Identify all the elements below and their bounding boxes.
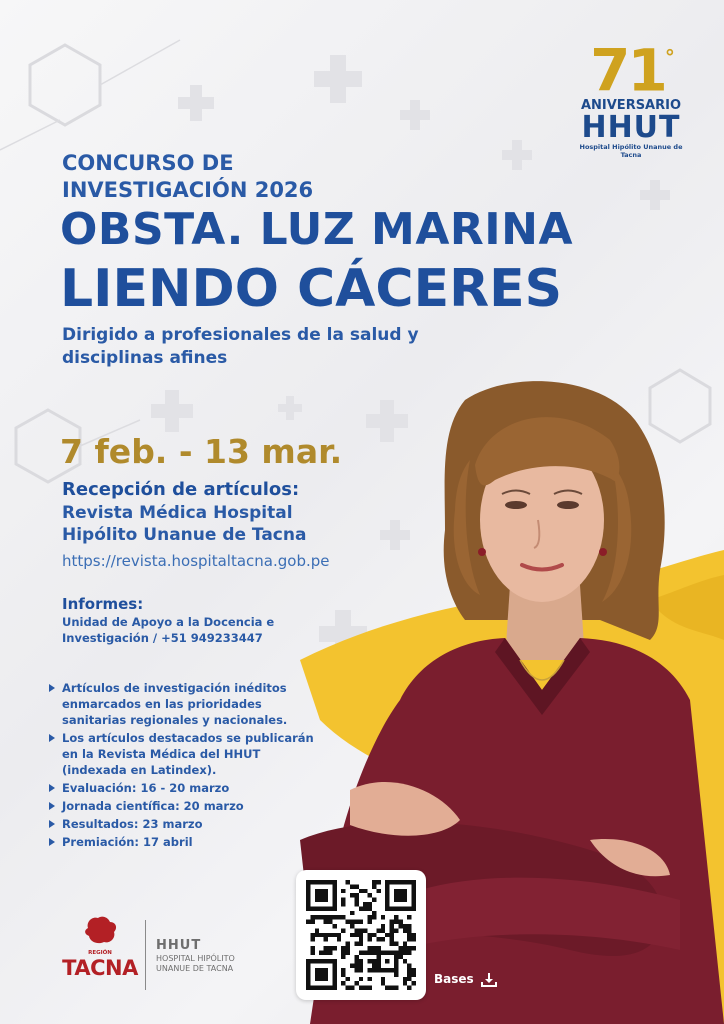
info-title: Informes: (62, 595, 144, 613)
list-item: Premiación: 17 abril (48, 834, 318, 850)
kicker-line-2: INVESTIGACIÓN 2026 (62, 178, 314, 202)
list-item: Artículos de investigación inéditos enmarcados en las prioridades sanitarias regionales y nacionales. (48, 680, 318, 728)
download-icon (481, 972, 497, 987)
anniversary-word: ANIVERSARIO (580, 98, 682, 114)
list-item: Resultados: 23 marzo (48, 816, 318, 832)
bullet-triangle-icon (49, 838, 55, 846)
tacna-map-icon (80, 914, 120, 946)
kicker-line-1: CONCURSO DE (62, 151, 234, 175)
bases-download-link[interactable] (434, 972, 497, 987)
bullet-triangle-icon (49, 802, 55, 810)
submission-dates: 7 feb. - 13 mar. (60, 432, 343, 471)
hospital-abbr: HHUT (156, 938, 202, 953)
list-item: Jornada científica: 20 marzo (48, 798, 318, 814)
hospital-line-2: UNANUE DE TACNA (156, 964, 234, 973)
details-list (48, 680, 318, 852)
hospital-logo (156, 938, 266, 974)
bases-label: Bases (434, 972, 474, 986)
logo-divider (145, 920, 146, 990)
anniversary-abbr: HHUT (581, 110, 681, 146)
hospital-line-1: HOSPITAL HIPÓLITO (156, 954, 235, 963)
journal-name: Revista Médica Hospital Hipólito Unanue de Tacna (62, 503, 307, 545)
region-small-label: REGIÓN (88, 950, 112, 956)
anniversary-subtitle: Hospital Hipólito Unanue de Tacna (579, 143, 683, 160)
honoree-name-line-2: LIENDO CÁCERES (60, 259, 563, 319)
qr-code[interactable] (296, 870, 426, 1000)
bullet-triangle-icon (49, 684, 55, 692)
region-name: TACNA (62, 956, 138, 980)
anniversary-number: 71° (590, 36, 672, 105)
journal-url[interactable]: https://revista.hospitaltacna.gob.pe (62, 552, 330, 570)
region-tacna-logo (60, 914, 140, 979)
target-audience: Dirigido a profesionales de la salud y disciplinas afines (62, 325, 419, 368)
submission-title: Recepción de artículos: (62, 479, 300, 500)
bullet-triangle-icon (49, 784, 55, 792)
list-item: Los artículos destacados se publicarán en la Revista Médica del HHUT (indexada en Latindex). (48, 730, 318, 778)
honoree-name-line-1: OBSTA. LUZ MARINA (60, 204, 574, 255)
info-contact: Unidad de Apoyo a la Docencia e Investigación / +51 949233447 (62, 615, 275, 645)
list-item: Evaluación: 16 - 20 marzo (48, 780, 318, 796)
qr-code-pattern (306, 880, 416, 990)
contest-kicker (62, 150, 482, 204)
anniversary-logo (572, 34, 690, 159)
bullet-triangle-icon (49, 820, 55, 828)
bullet-triangle-icon (49, 734, 55, 742)
